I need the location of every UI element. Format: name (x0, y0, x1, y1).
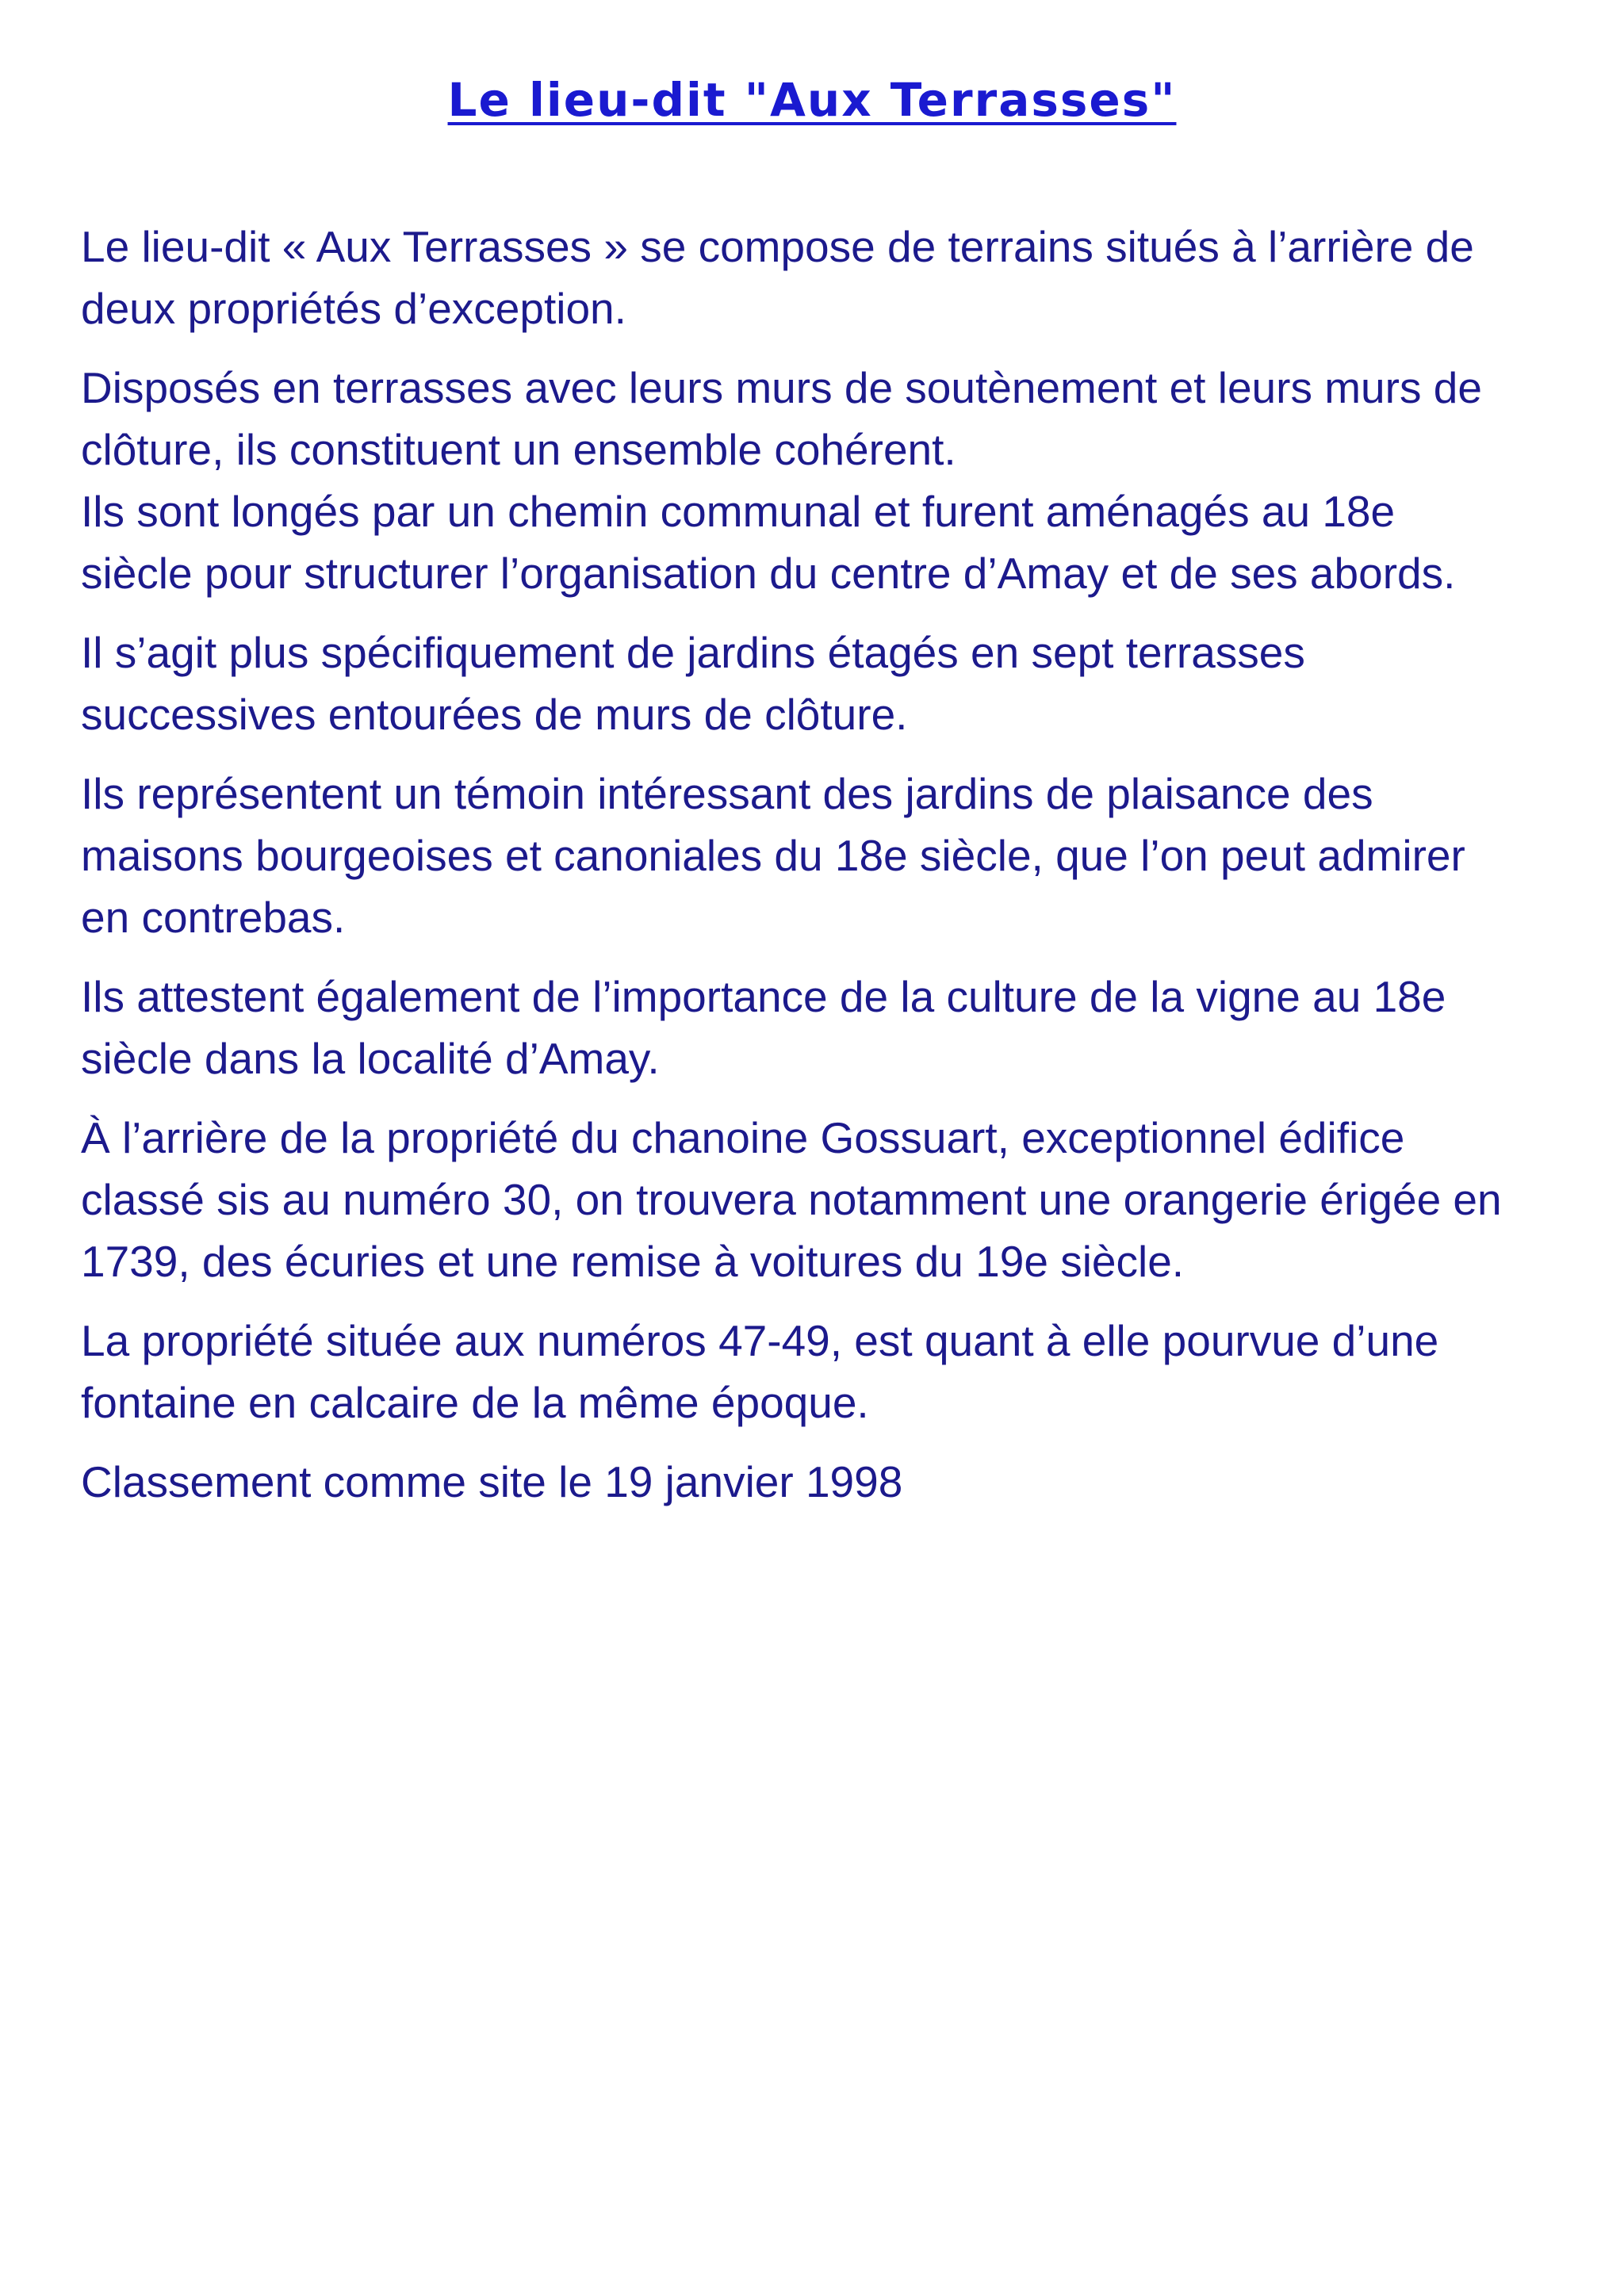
body-text (81, 216, 1572, 1530)
paragraph-gardens: Il s’agit plus spécifiquement de jardins étagés en sept terrasses successives entourées de murs de clôture. (81, 628, 1305, 739)
paragraph-vineyard: Ils attestent également de l’importance de la culture de la vigne au 18e siècle dans la localité d’Amay. (81, 972, 1446, 1083)
paragraph-terraces-walls: Disposés en terrasses avec leurs murs de soutènement et leurs murs de clôture, ils constituent un ensemble cohérent. Ils sont longés par un chemin communal et furent aménagés au 18e siècle pour structurer l’organisation du centre d’Amay et de ses abords. (81, 363, 1482, 598)
paragraph-fountain: La propriété située aux numéros 47-49, est quant à elle pourvue d’une fontaine en calcaire de la même époque. (81, 1316, 1439, 1427)
paragraph-intro: Le lieu-dit « Aux Terrasses » se compose de terrains situés à l’arrière de deux propriétés d’exception. (81, 222, 1474, 333)
paragraph-gossuart: À l’arrière de la propriété du chanoine Gossuart, exceptionnel édifice classé sis au numéro 30, on trouvera notamment une orangerie érigée en 1739, des écuries et une remise à voitures du 19e siècle. (81, 1113, 1502, 1286)
paragraph-witness: Ils représentent un témoin intéressant des jardins de plaisance des maisons bourgeoises et canoniales du 18e siècle, que l’on peut admirer en contrebas. (81, 769, 1465, 942)
paragraph-classification: Classement comme site le 19 janvier 1998 (81, 1457, 903, 1506)
page-title: Le lieu-dit "Aux Terrasses" (447, 73, 1177, 127)
